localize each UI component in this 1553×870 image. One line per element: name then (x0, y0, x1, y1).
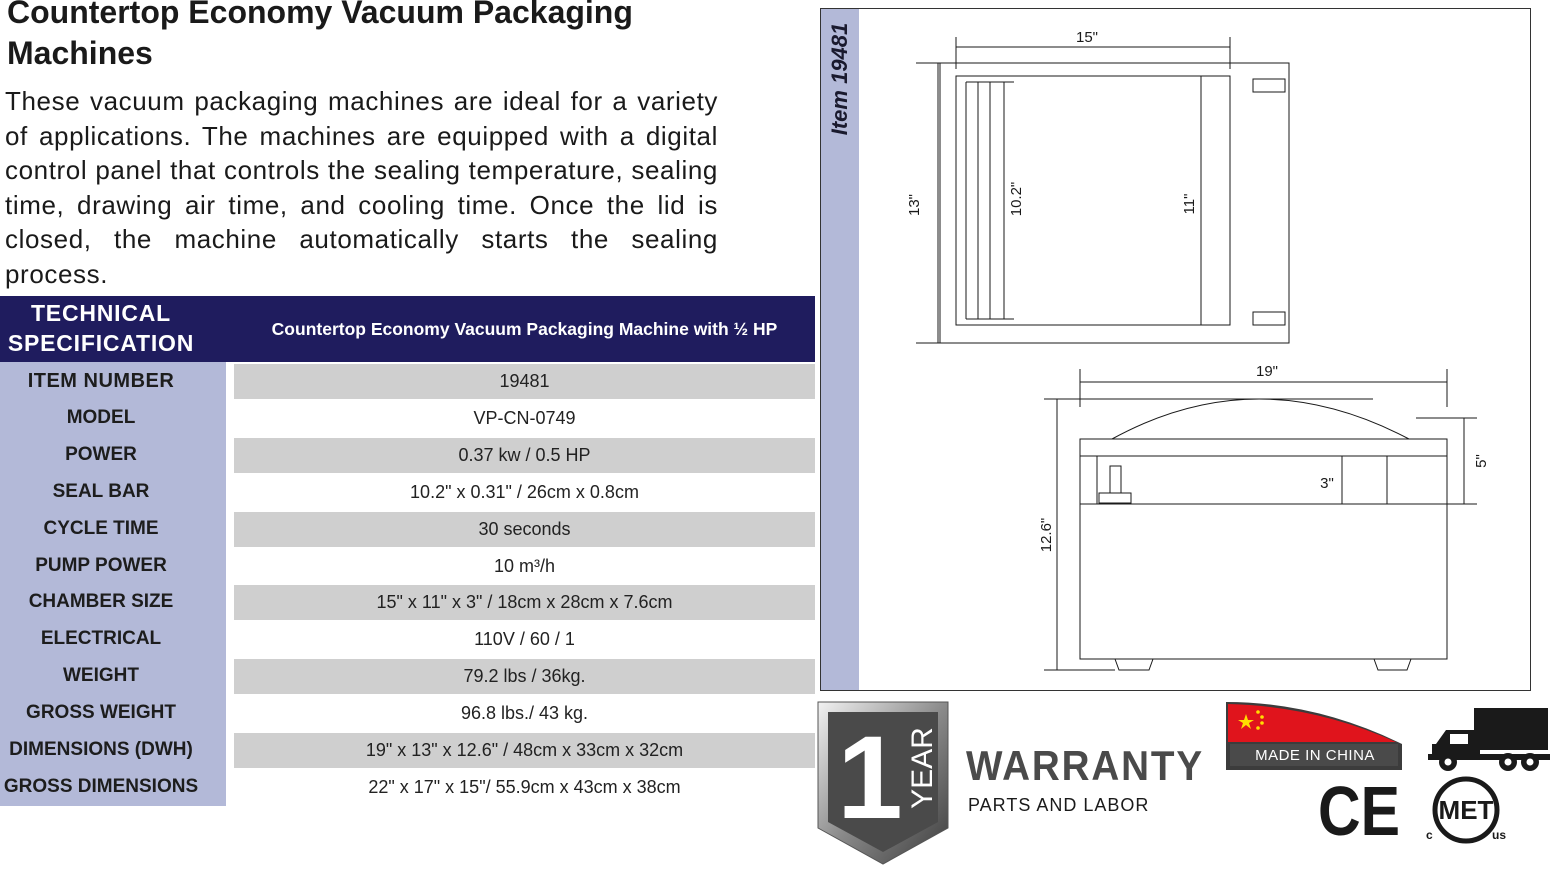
met-mark-c: c (1426, 828, 1433, 842)
dim-side-height: 12.6" (1038, 517, 1055, 553)
page-title: Countertop Economy Vacuum Packaging Machines (7, 0, 633, 71)
made-in-china-label: MADE IN CHINA (1255, 747, 1375, 764)
drawing-item-label: Item 19481 (827, 22, 852, 136)
spec-row-label: GROSS DIMENSIONS (3, 775, 199, 797)
spec-row-value: 79.2 lbs / 36kg. (234, 659, 815, 694)
spec-row-label: WEIGHT (63, 665, 139, 687)
truck-icon (1428, 704, 1550, 772)
dim-side-width: 19" (1255, 363, 1279, 380)
spec-row-label: MODEL (66, 406, 136, 428)
dim-seal-bar: 10.2" (1008, 181, 1025, 217)
spec-row-label: DIMENSIONS (DWH) (9, 739, 193, 760)
top-view-outline (940, 63, 1289, 343)
dim-top-depth: 13" (906, 193, 923, 217)
ce-mark-text: CE (1318, 772, 1400, 850)
side-view-body (1080, 439, 1447, 659)
warranty-word: WARRANTY (966, 742, 1204, 789)
spec-header-line1: TECHNICAL (30, 300, 172, 326)
spec-row-value: 10.2" x 0.31" / 26cm x 0.8cm (410, 481, 639, 502)
side-view-lid (1080, 399, 1447, 504)
met-mark-text: MET (1438, 795, 1494, 825)
spec-row-value: 19" x 13" x 12.6" / 48cm x 33cm x 32cm (234, 733, 815, 768)
spec-row-value: VP-CN-0749 (473, 407, 576, 428)
spec-header-label (0, 296, 260, 362)
spec-row-label: CYCLE TIME (43, 517, 159, 539)
technical-drawing (820, 8, 1531, 691)
spec-row-value: 19481 (234, 364, 815, 399)
warranty-subtitle: PARTS AND LABOR (968, 795, 1150, 815)
spec-row-label: ITEM NUMBER (27, 370, 175, 392)
spec-row-value: 10 m³/h (493, 555, 556, 576)
spec-row-value: 22" x 17" x 15"/ 55.9cm x 43cm x 38cm (368, 776, 681, 797)
spec-row-label: SEAL BAR (52, 480, 150, 502)
spec-row-label: GROSS WEIGHT (26, 702, 176, 724)
spec-row-value: 15" x 11" x 3" / 18cm x 28cm x 7.6cm (234, 585, 815, 620)
warranty-number: 1 (837, 712, 903, 844)
met-mark-icon (1424, 775, 1514, 847)
spec-row-label: CHAMBER SIZE (28, 591, 174, 613)
spec-row-label: ELECTRICAL (40, 628, 162, 650)
spec-row-label: POWER (65, 443, 137, 465)
dim-chamber: 11" (1181, 193, 1198, 215)
warranty-year: YEAR (906, 727, 939, 809)
spec-row-value: 0.37 kw / 0.5 HP (234, 438, 815, 473)
drawing-svg (821, 9, 1532, 692)
product-description: These vacuum packaging machines are ideal for a variety of applications. The machines are equipped with a digital control panel that controls the sealing temperature, sealing time, drawing air time, and cooling time. Once the lid is closed, the machine automatically starts the sealing process. (5, 86, 718, 289)
met-mark-us: us (1492, 828, 1507, 842)
spec-row-label: PUMP POWER (35, 554, 167, 576)
spec-row-value: 30 seconds (234, 512, 815, 547)
dim-chamber-depth: 3" (1320, 475, 1334, 492)
spec-row-value: 110V / 60 / 1 (474, 629, 575, 650)
warranty-shield-icon (812, 700, 954, 866)
spec-row-value: 96.8 lbs./ 43 kg. (460, 703, 589, 724)
dim-lid: 5" (1473, 454, 1490, 468)
ce-mark-icon (1318, 772, 1402, 850)
dim-top-width: 15" (1075, 29, 1099, 46)
spec-product-name: Countertop Economy Vacuum Packaging Machine with ½ HP (234, 296, 815, 362)
spec-header-line2: SPECIFICATION (7, 330, 195, 356)
